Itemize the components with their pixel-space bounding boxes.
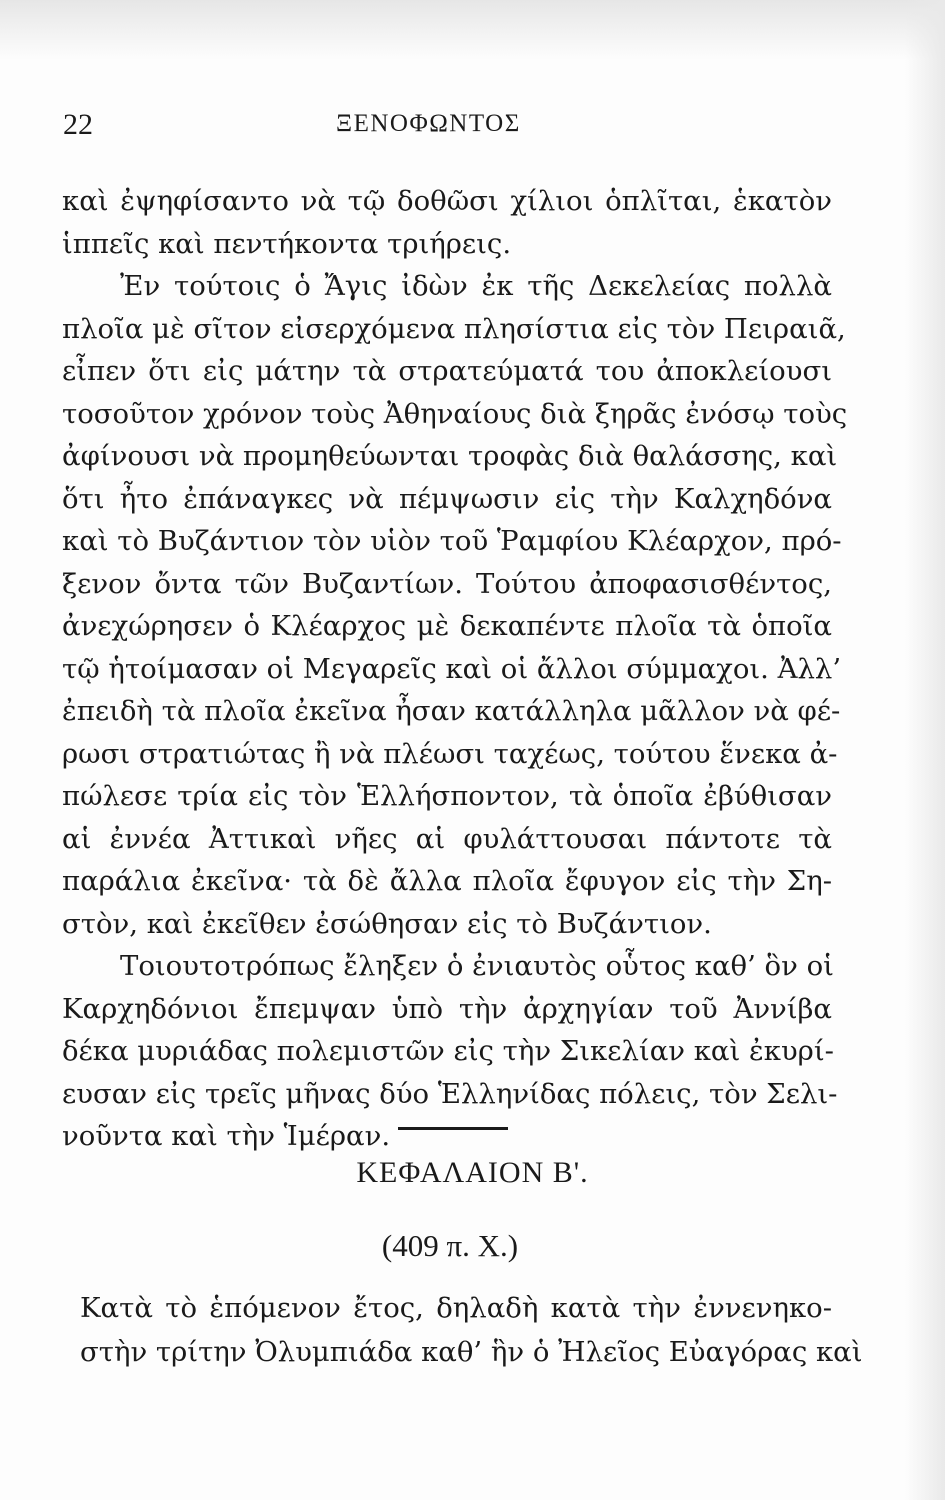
text-line: στὸν, καὶ ἐκεῖθεν ἐσώθησαν εἰς τὸ Βυζάντιον. — [62, 907, 712, 940]
running-title: ΞΕΝΟΦΩΝΤΟΣ — [336, 110, 521, 137]
section-divider — [398, 1127, 508, 1130]
text-line: στὴν τρίτην Ὀλυμπιάδα καθ’ ἣν ὁ Ἠλεῖος Εὐαγόρας καὶ — [80, 1336, 863, 1368]
text-line: ξενον ὄντα τῶν Βυζαντίων. Τούτου ἀποφασισθέντος, — [62, 567, 832, 600]
text-line: παράλια ἐκεῖνα· τὰ δὲ ἄλλα πλοῖα ἔφυγον εἰς τὴν Ση- — [62, 865, 832, 897]
text-line: Τοιουτοτρόπως ἔληξεν ὁ ἐνιαυτὸς οὗτος καθ’ ὃν οἱ — [120, 950, 834, 982]
text-line: ευσαν εἰς τρεῖς μῆνας δύο Ἑλληνίδας πόλεις, τὸν Σελι- — [62, 1077, 838, 1110]
text-line: νοῦντα καὶ τὴν Ἱμέραν. — [62, 1120, 391, 1152]
text-line: καὶ ἐψηφίσαντο νὰ τῷ δοθῶσι χίλιοι ὁπλῖται, ἑκατὸν — [62, 185, 832, 217]
text-line: ἱππεῖς καὶ πεντήκοντα τριήρεις. — [62, 227, 512, 260]
page-number: 22 — [63, 108, 93, 141]
paragraph-carthage — [62, 945, 838, 1158]
text-line: δέκα μυριάδας πολεμιστῶν εἰς τὴν Σικελίαν καὶ ἐκυρί- — [62, 1035, 834, 1067]
paragraph-agis — [62, 265, 848, 945]
paragraph-continuation — [62, 180, 832, 265]
text-line: τοσοῦτον χρόνον τοὺς Ἀθηναίους διὰ ξηρᾶς ἐνόσῳ τοὺς — [62, 397, 848, 430]
text-line: πώλεσε τρία εἰς τὸν Ἑλλήσποντον, τὰ ὁποῖα ἐβύθισαν — [62, 780, 832, 812]
text-line: ρωσι στρατιώτας ἢ νὰ πλέωσι ταχέως, τούτου ἕνεκα ἀ- — [62, 737, 838, 770]
chapter-heading: ΚΕΦΑΛΑΙΟΝ Β'. — [356, 1156, 589, 1189]
text-line: Κατὰ τὸ ἑπόμενον ἔτος, δηλαδὴ κατὰ τὴν ἐννενηκο- — [80, 1292, 832, 1324]
text-line: πλοῖα μὲ σῖτον εἰσερχόμενα πλησίστια εἰς τὸν Πειραιᾶ, — [62, 312, 846, 345]
text-line: ὅτι ἦτο ἐπάναγκες νὰ πέμψωσιν εἰς τὴν Καλχηδόνα — [62, 482, 832, 515]
text-line: αἱ ἐννέα Ἀττικαὶ νῆες αἱ φυλάττουσαι πάντοτε τὰ — [62, 822, 832, 855]
body-text — [62, 180, 848, 1158]
chapter-opening — [80, 1286, 863, 1374]
text-line: ἀνεχώρησεν ὁ Κλέαρχος μὲ δεκαπέντε πλοῖα τὰ ὁποῖα — [62, 610, 832, 642]
text-line: εἶπεν ὅτι εἰς μάτην τὰ στρατεύματά του ἀποκλείουσι — [62, 355, 832, 387]
running-head — [63, 108, 835, 148]
text-line: τῷ ἡτοίμασαν οἱ Μεγαρεῖς καὶ οἱ ἄλλοι σύμμαχοι. Ἀλλ’ — [62, 652, 842, 685]
text-line: Ἐν τούτοις ὁ Ἄγις ἰδὼν ἐκ τῆς Δεκελείας πολλὰ — [120, 270, 832, 302]
chapter-date: (409 π. Χ.) — [381, 1228, 519, 1263]
text-line: καὶ τὸ Βυζάντιον τὸν υἱὸν τοῦ Ῥαμφίου Κλέαρχον, πρό- — [62, 525, 842, 557]
text-line: ἐπειδὴ τὰ πλοῖα ἐκεῖνα ἦσαν κατάλληλα μᾶλλον νὰ φέ- — [62, 695, 841, 727]
text-line: ἀφίνουσι νὰ προμηθεύωνται τροφὰς διὰ θαλάσσης, καὶ — [62, 440, 838, 472]
text-line: Καρχηδόνιοι ἔπεμψαν ὑπὸ τὴν ἀρχηγίαν τοῦ Ἀννίβα — [62, 992, 832, 1025]
